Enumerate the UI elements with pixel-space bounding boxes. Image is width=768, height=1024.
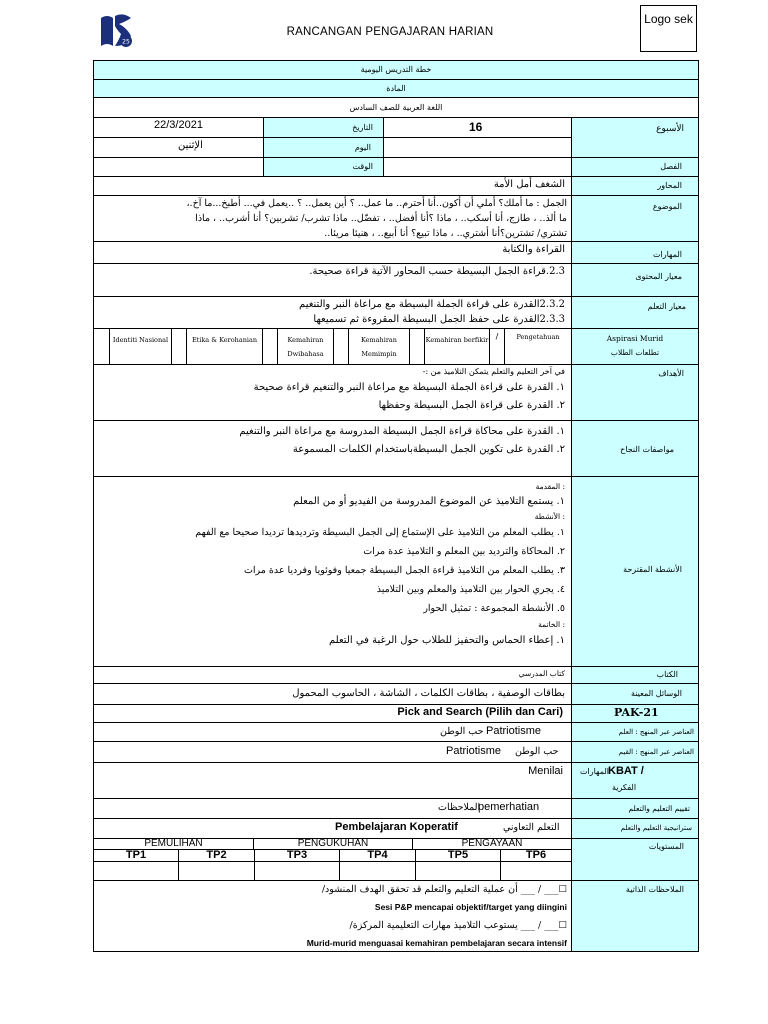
- class-label: الفصل: [660, 162, 682, 171]
- objective-2: ٢. القدرة على قراءة الجمل البسيطة وحفظها: [378, 400, 565, 411]
- cross2-label: العناصر عبر المنهج : القيم: [618, 748, 694, 756]
- theme-line-2: ما ألذ.. ، طازج، أنا أسكب.. ، ماذا ؟أنا أفضل.. ، تفضّل.. ماذا تشرب/ تشربين؟ أنا أشرب.. ، ماذا: [195, 213, 567, 224]
- reflection-line-2: Sesi P&P mencapai objektif/target yang diingini: [374, 902, 567, 912]
- plan-title-row: [93, 60, 699, 80]
- aspirasi-box-1[interactable]: [171, 328, 187, 365]
- plan-title: خطة التدريس اليومية: [360, 65, 432, 74]
- reflection-label: الملاحظات الذاتية: [625, 885, 684, 894]
- aspirasi-box-3[interactable]: [333, 328, 349, 365]
- learning-standard-2: 2.3.3القدرة على حفظ الجمل البسيطة المقروءة ثم تسميعها: [313, 314, 565, 325]
- subject-label-row: [93, 79, 699, 98]
- closing-heading: : الخاتمة: [538, 620, 565, 629]
- theme-label: الموضوع: [652, 202, 682, 211]
- kbat-label-cell: [571, 762, 699, 799]
- reflection-line-4: Murid-murid menguasai kemahiran pembelajaran secara intensif: [306, 938, 567, 948]
- book-label: الكتاب: [656, 670, 678, 679]
- day-blank-cell: [383, 137, 572, 158]
- kbat-value-cell: [93, 762, 572, 799]
- week-value-cell: [383, 117, 572, 138]
- activity-3: ٣. يطلب المعلم من التلاميذ قراءة الجمل البسيطة جمعيا وفوئويا وفرديا عدة مرات: [243, 565, 565, 576]
- learning-standard-label: معيار التعلم: [647, 302, 686, 311]
- aspirasi-box-2[interactable]: [262, 328, 278, 365]
- level-tp2-input[interactable]: [178, 861, 255, 881]
- school-crest-icon: [97, 12, 135, 50]
- theme-line-3: تشتري/ تشترين؟أنا أشتري.. ، ماذا تبيع؟ أنا أبيع.. ، هنيئا مريئا..: [324, 228, 567, 239]
- cross2-latin: Patriotisme: [446, 745, 502, 757]
- aspirasi-etika: Etika & Kerohanian: [186, 328, 263, 365]
- level-tp1: TP1: [93, 849, 179, 862]
- levels-label-cell: [571, 838, 699, 881]
- activity-2: ٢. المحاكاة والترديد بين المعلم و التلاميذ عدة مرات: [363, 546, 565, 557]
- strategy-value-cell: [93, 818, 572, 839]
- pak-value-cell: [93, 704, 572, 723]
- objectives-label-cell: [571, 364, 699, 421]
- crest-number: 25: [122, 38, 130, 46]
- class-label-cell: [571, 157, 699, 177]
- aspirasi-check-mark[interactable]: /: [489, 328, 505, 365]
- day-label: اليوم: [354, 143, 371, 152]
- week-value: 16: [469, 120, 483, 134]
- level-tp4: TP4: [339, 849, 416, 862]
- day-value-cell: [93, 137, 264, 158]
- aspirasi-label-ar: تطلعات الطلاب: [610, 348, 660, 357]
- day-label-cell: [263, 137, 384, 158]
- activities-heading: : الأنشطة: [534, 512, 565, 521]
- strategy-label: سترانيجية التعليم والتعلم: [620, 824, 692, 832]
- aspirasi-label-cell: [571, 328, 699, 365]
- level-tp4-input[interactable]: [339, 861, 416, 881]
- topic-label: المحاور: [657, 181, 682, 190]
- activity-5: ٥. الأنشطة المجموعة : تمثيل الحوار: [423, 603, 565, 614]
- aspirasi-pengetahuan: Pengetahuan: [504, 328, 572, 365]
- strategy-latin: Pembelajaran Koperatif: [335, 821, 458, 833]
- objective-1: ١. القدرة على قراءة الجملة البسيطة مع مراعاة النبر والتنغيم قراءة صحيحة: [253, 382, 565, 393]
- success-value-cell: [93, 420, 572, 477]
- activities-value-cell: [93, 476, 572, 667]
- levels-label: المستويات: [648, 842, 684, 851]
- assessment-label-cell: [571, 798, 699, 819]
- week-label: الأسبوع: [656, 124, 684, 134]
- cross1-value-cell: [93, 722, 572, 742]
- week-label-cell: [571, 117, 699, 158]
- reflection-line-3: ☐___ / ___ يستوعب التلاميذ مهارات التعليمية المركزة/: [349, 920, 567, 931]
- strategy-label-cell: [571, 818, 699, 839]
- school-logo-placeholder: [640, 5, 697, 52]
- level-tp3-input[interactable]: [254, 861, 340, 881]
- book-value-cell: [93, 666, 572, 684]
- time-value-cell: [383, 157, 572, 177]
- content-standard-label: معيار المحتوى: [635, 272, 682, 281]
- skills-label-cell: [571, 241, 699, 264]
- book-label-cell: [571, 666, 699, 684]
- level-tp1-input[interactable]: [93, 861, 179, 881]
- date-label: التاريخ: [352, 123, 373, 132]
- closing-item: ١. إعطاء الحماس والتحفيز للطلاب حول الرغبة في التعلم: [329, 635, 565, 646]
- learning-standard-label-cell: [571, 296, 699, 329]
- logo-box-text: Logo sek: [644, 12, 693, 26]
- kbat-value: Menilai: [528, 765, 563, 777]
- media-label-cell: [571, 683, 699, 705]
- media-value-cell: [93, 683, 572, 705]
- time-label-cell: [263, 157, 384, 177]
- book-value: كتاب المدرسي: [518, 669, 565, 678]
- assessment-value-cell: [93, 798, 572, 819]
- cross2-value-cell: [93, 741, 572, 763]
- cross1-latin: Patriotisme: [486, 725, 542, 737]
- aspirasi-dwibahasa: Kemahiran Dwibahasa: [277, 328, 334, 365]
- assessment-label: تقييم التعليم والتعلم: [628, 804, 690, 813]
- learning-standard-1: 2.3.2القدرة على قراءة الجملة البسيطة مع مراعاة النبر والتنغيم: [299, 299, 565, 310]
- kbat-label-2: الفكرية: [612, 783, 637, 792]
- theme-label-cell: [571, 195, 699, 242]
- intro-item: ١. يستمع التلاميذ عن الموضوع المدروسة من الفيديو أو من المعلم: [293, 496, 565, 507]
- level-group-pemulihan: PEMULIHAN: [93, 838, 254, 850]
- level-tp6-input[interactable]: [500, 861, 572, 881]
- assessment-arabic: الملاحظات: [438, 802, 481, 813]
- cross1-label: العناصر عبر المنهج : العلم: [618, 728, 694, 736]
- time-label: الوقت: [352, 162, 373, 171]
- cross1-label-cell: [571, 722, 699, 742]
- subject-label: المادة: [386, 84, 406, 93]
- cross2-arabic: حب الوطن: [515, 746, 559, 757]
- kbat-label: المهارات: [580, 767, 610, 776]
- level-tp5: TP5: [415, 849, 501, 862]
- skills-value-cell: [93, 241, 572, 264]
- learning-standard-value-cell: [93, 296, 572, 329]
- success-criterion-2: ٢. القدرة على تكوين الجمل البسيطةباستخدام الكلمات المسموعة: [292, 444, 565, 455]
- day-value: الإثنين: [178, 140, 203, 151]
- objectives-intro: في آخر التعليم والتعلم يتمكن التلاميذ من :-: [422, 367, 565, 376]
- time-blank-cell: [93, 157, 264, 177]
- success-label-cell: [571, 420, 699, 477]
- subject-value: اللغة العربية للصف السادس: [349, 103, 443, 112]
- activity-1: ١. يطلب المعلم من التلاميذ على الإستماع إلى الجمل البسيطة وترديدها ترديدا صحيحا مع الفهم: [195, 527, 565, 538]
- page-title: RANCANGAN PENGAJARAN HARIAN: [286, 26, 494, 38]
- pak-label: PAK-21: [614, 706, 659, 719]
- activities-label: الأنشطة المقترحة: [623, 565, 682, 574]
- aspirasi-berfikir: Kemahiran berfikir: [424, 328, 490, 365]
- level-tp5-input[interactable]: [415, 861, 501, 881]
- content-standard-value: 2.3.قراءة الجمل البسيطة حسب المحاور الآتية قراءة صحيحة.: [309, 266, 565, 277]
- skills-value: القراءة والكتابة: [502, 244, 565, 255]
- reflection-label-cell: [571, 880, 699, 952]
- pak-label-cell: [571, 704, 699, 723]
- reflection-line-1: ☐___ / ___ أن عملية التعليم والتعلم قد تحقق الهدف المنشود/: [321, 884, 567, 895]
- media-label: الوسائل المعينة: [630, 689, 682, 698]
- kbat-latin: KBAT /: [608, 765, 644, 777]
- theme-value-cell: [93, 195, 572, 242]
- assessment-latin: pemerhatian: [478, 801, 540, 813]
- topic-label-cell: [571, 176, 699, 196]
- date-value: 22/3/2021: [154, 119, 203, 131]
- skills-label: المهارات: [652, 250, 682, 259]
- aspirasi-memimpin: Kemahiran Memimpin: [348, 328, 410, 365]
- media-value: بطاقات الوصفية ، بطاقات الكلمات ، الشاشة ، الحاسوب المحمول: [292, 688, 565, 699]
- subject-value-row: [93, 97, 699, 118]
- activity-4: ٤. يجري الحوار بين التلاميذ والمعلم وبين التلاميذ: [376, 584, 565, 595]
- objectives-value-cell: [93, 364, 572, 421]
- aspirasi-identiti: Identiti Nasional: [109, 328, 172, 365]
- activities-label-cell: [571, 476, 699, 667]
- aspirasi-label: Aspirasi Murid: [606, 334, 664, 343]
- date-value-cell: [93, 117, 264, 138]
- level-group-pengukuhan: PENGUKUHAN: [253, 838, 413, 850]
- topic-value: الشغف أمل الأمة: [493, 179, 565, 190]
- intro-heading: : المقدمة: [535, 482, 565, 491]
- cross2-label-cell: [571, 741, 699, 763]
- content-standard-value-cell: [93, 263, 572, 297]
- aspirasi-spacer: [93, 328, 110, 365]
- date-label-cell: [263, 117, 384, 138]
- level-tp6: TP6: [500, 849, 572, 862]
- topic-value-cell: [93, 176, 572, 196]
- objectives-label: الأهداف: [658, 369, 684, 378]
- content-standard-label-cell: [571, 263, 699, 297]
- aspirasi-box-4[interactable]: [409, 328, 425, 365]
- cross1-arabic: حب الوطن: [440, 726, 484, 737]
- level-group-pengayaan: PENGAYAAN: [412, 838, 572, 850]
- reflection-value-cell: [93, 880, 572, 952]
- strategy-arabic: التعلم التعاوني: [503, 822, 560, 833]
- theme-line-1: الجمل : ما أملك؟ أملي أن أكون..أنا أحترم.. ما عمل.. ؟ أين يعمل.. ؟ ..يعمل في... أطبخ...ما آخ.،: [186, 198, 567, 209]
- pak-value: Pick and Search (Pilih dan Cari): [397, 706, 563, 718]
- level-tp2: TP2: [178, 849, 255, 862]
- success-criterion-1: ١. القدرة على محاكاة قراءة الجمل البسيطة المدروسة مع مراعاة النبر والتنغيم: [239, 426, 565, 437]
- success-label: مواصفات النجاح: [620, 445, 674, 454]
- level-tp3: TP3: [254, 849, 340, 862]
